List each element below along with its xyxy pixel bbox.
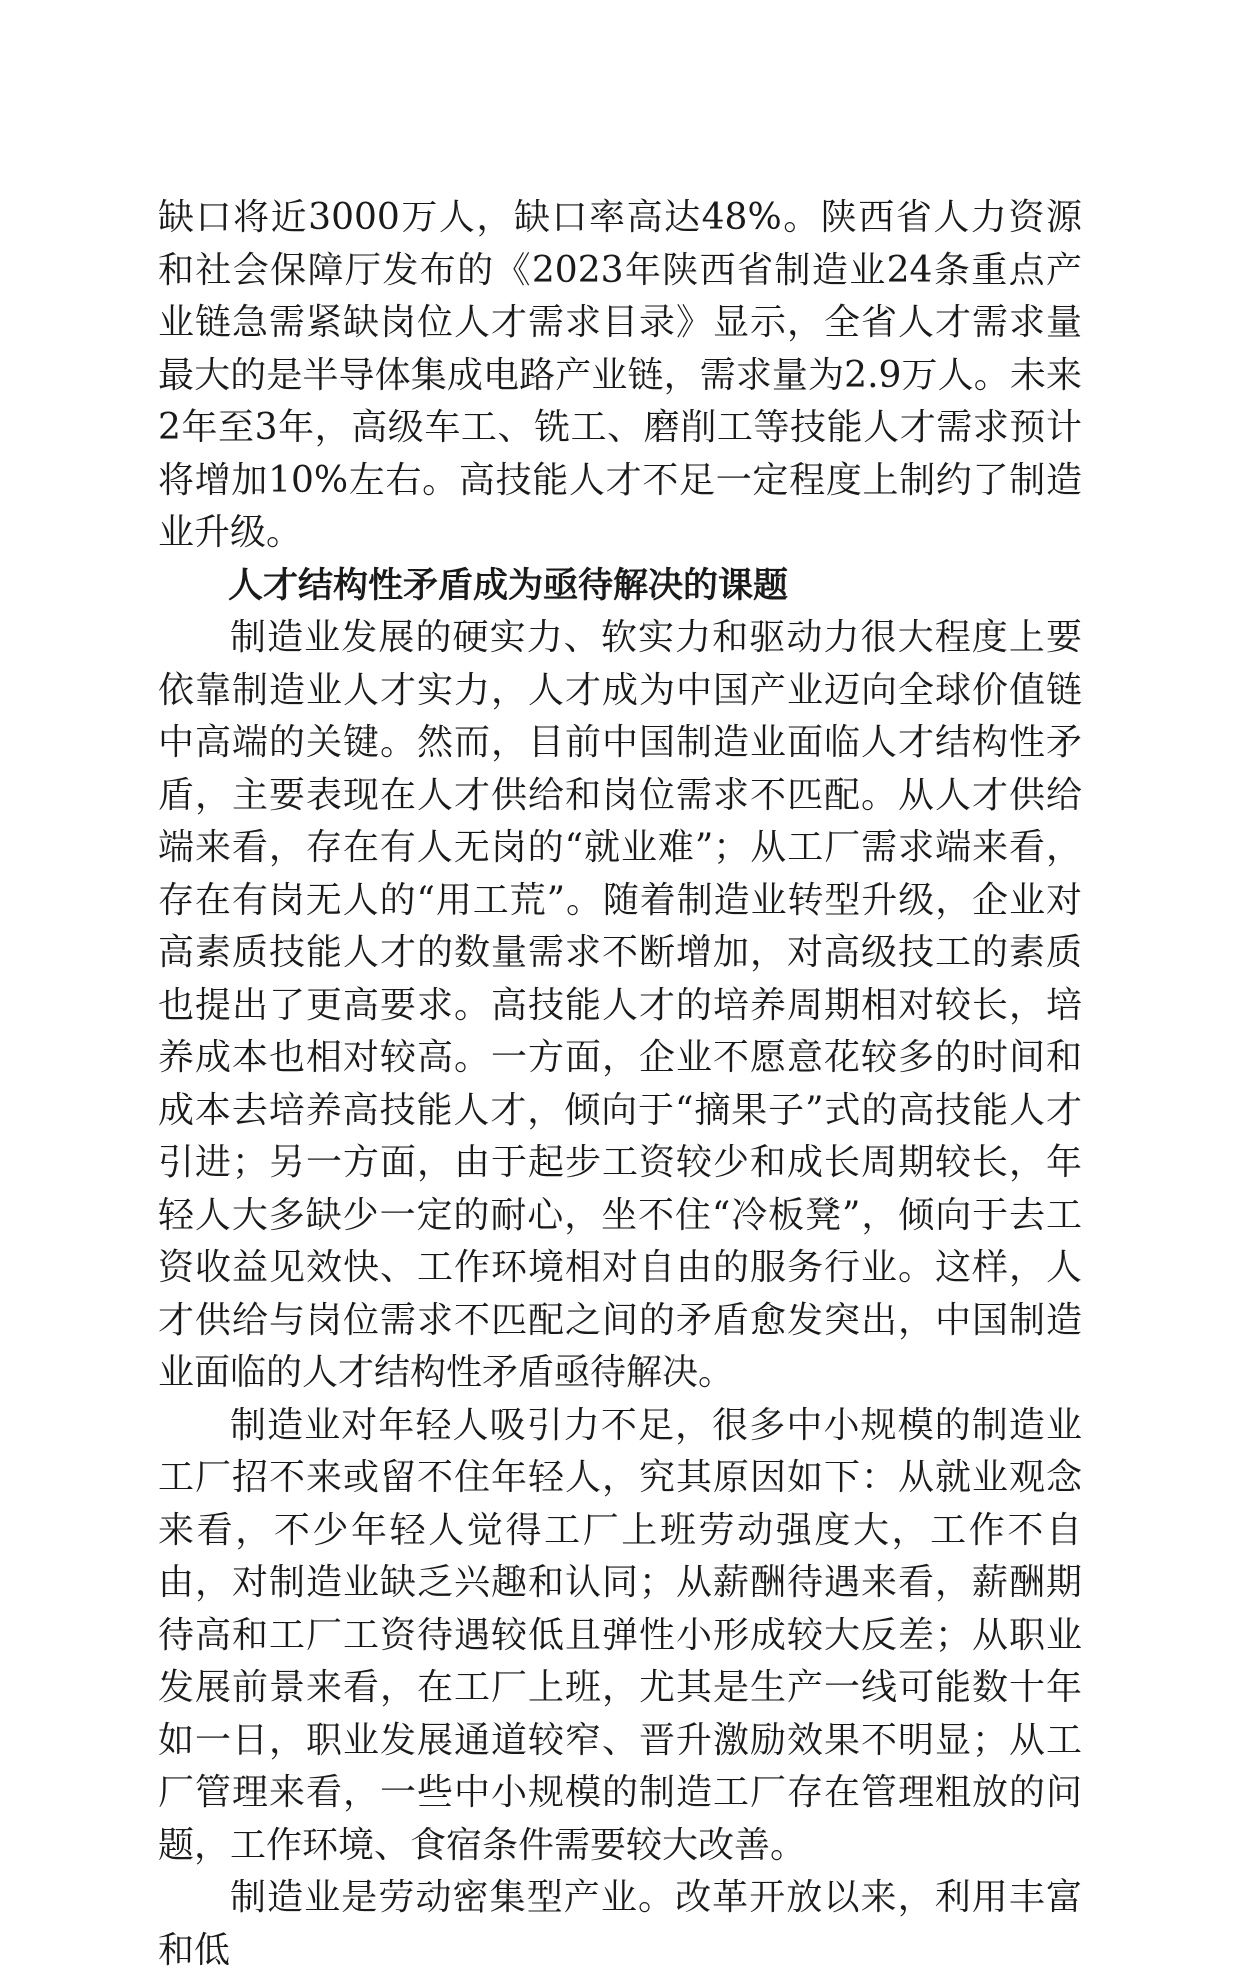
- paragraph-youth-attraction: 制造业对年轻人吸引力不足，很多中小规模的制造业工厂招不来或留不住年轻人，究其原因如下：从就业观念来看，不少年轻人觉得工厂上班劳动强度大，工作不自由，对制造业缺乏兴趣和认同；从薪酬待遇来看，薪酬期待高和工厂工资待遇较低且弹性小形成较大反差；从职业发展前景来看，在工厂上班，尤其是生产一线可能数十年如一日，职业发展通道较窄、晋升激励效果不明显；从工厂管理来看，一些中小规模的制造工厂存在管理粗放的问题，工作环境、食宿条件需要较大改善。: [158, 1404, 1082, 1866]
- paragraph-talent-gap: 缺口将近3000万人，缺口率高达48%。陕西省人力资源和社会保障厅发布的《2023年陕西省制造业24条重点产业链急需紧缺岗位人才需求目录》显示，全省人才需求量最大的是半导体集成电路产业链，需求量为2.9万人。未来2年至3年，高级车工、铣工、磨削工等技能人才需求预计将增加10%左右。高技能人才不足一定程度上制约了制造业升级。: [158, 197, 1082, 553]
- document-body: [158, 192, 1082, 1977]
- section-heading: 人才结构性矛盾成为亟待解决的课题: [228, 565, 789, 606]
- paragraph-labor-intensive: 制造业是劳动密集型产业。改革开放以来，利用丰富和低: [158, 1877, 1082, 1971]
- paragraph-structural-contradiction: 制造业发展的硬实力、软实力和驱动力很大程度上要依靠制造业人才实力，人才成为中国产业迈向全球价值链中高端的关键。然而，目前中国制造业面临人才结构性矛盾，主要表现在人才供给和岗位需求不匹配。从人才供给端来看，存在有人无岗的“就业难”；从工厂需求端来看，存在有岗无人的“用工荒”。随着制造业转型升级，企业对高素质技能人才的数量需求不断增加，对高级技工的素质也提出了更高要求。高技能人才的培养周期相对较长，培养成本也相对较高。一方面，企业不愿意花较多的时间和成本去培养高技能人才，倾向于“摘果子”式的高技能人才引进；另一方面，由于起步工资较少和成长周期较长，年轻人大多缺少一定的耐心，坐不住“冷板凳”，倾向于去工资收益见效快、工作环境相对自由的服务行业。这样，人才供给与岗位需求不匹配之间的矛盾愈发突出，中国制造业面临的人才结构性矛盾亟待解决。: [158, 617, 1082, 1393]
